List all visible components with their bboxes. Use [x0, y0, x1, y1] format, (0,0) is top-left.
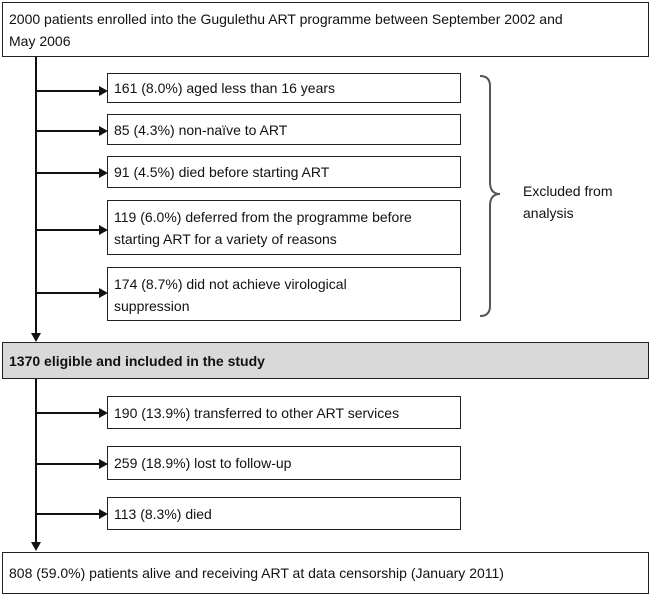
exclusion-text-2: 85 (4.3%) non-naïve to ART — [114, 121, 288, 138]
connector-outcome-1 — [36, 412, 99, 414]
excluded-note-line1: Excluded from — [523, 183, 613, 199]
outcome-box-3 — [107, 497, 461, 530]
eligible-box — [2, 342, 649, 379]
excluded-note — [523, 180, 612, 224]
exclusion-text-5-line2: suppression — [114, 298, 190, 314]
exclusion-text-4-line2: starting ART for a variety of reasons — [114, 231, 337, 247]
exclusion-box-4 — [107, 200, 461, 255]
connector-outcome-3 — [36, 513, 99, 515]
final-text: 808 (59.0%) patients alive and receiving ART at data censorship (January 2011) — [9, 565, 504, 581]
exclusion-box-5 — [107, 267, 461, 321]
exclusion-box-1 — [107, 73, 461, 103]
excluded-note-line2: analysis — [523, 205, 574, 221]
outcome-box-1 — [107, 396, 461, 429]
outcome-box-2 — [107, 446, 461, 480]
outcome-text-2: 259 (18.9%) lost to follow-up — [114, 455, 292, 471]
exclusion-text-1: 161 (8.0%) aged less than 16 years — [114, 80, 336, 96]
connector-exclusion-5 — [36, 292, 99, 294]
arrow-to-final — [31, 542, 41, 551]
exclusion-box-2 — [107, 114, 461, 145]
outcome-text-3: 113 (8.3%) died — [114, 505, 212, 522]
connector-exclusion-3 — [36, 172, 99, 174]
excluded-brace — [478, 74, 508, 319]
enrolled-text-line1: 2000 patients enrolled into the Gugulethu ART programme between September 2002 and — [9, 11, 563, 27]
connector-exclusion-1 — [36, 90, 99, 92]
connector-outcome-2 — [36, 463, 99, 465]
exclusion-text-3: 91 (4.5%) died before starting ART — [114, 164, 330, 180]
exclusion-text-4-line1: 119 (6.0%) deferred from the programme before — [114, 209, 412, 225]
exclusion-box-3 — [107, 156, 461, 188]
outcome-text-1: 190 (13.9%) transferred to other ART services — [114, 404, 400, 421]
connector-exclusion-2 — [36, 130, 99, 132]
final-box — [2, 552, 649, 594]
enrolled-text-line2: May 2006 — [9, 33, 71, 49]
connector-exclusion-4 — [36, 229, 99, 231]
enrolled-box — [2, 2, 649, 57]
main-flow-line-bottom — [35, 379, 37, 543]
arrow-to-eligible — [31, 333, 41, 342]
exclusion-text-5-line1: 174 (8.7%) did not achieve virological — [114, 276, 347, 292]
eligible-text: 1370 eligible and included in the study — [9, 352, 265, 369]
